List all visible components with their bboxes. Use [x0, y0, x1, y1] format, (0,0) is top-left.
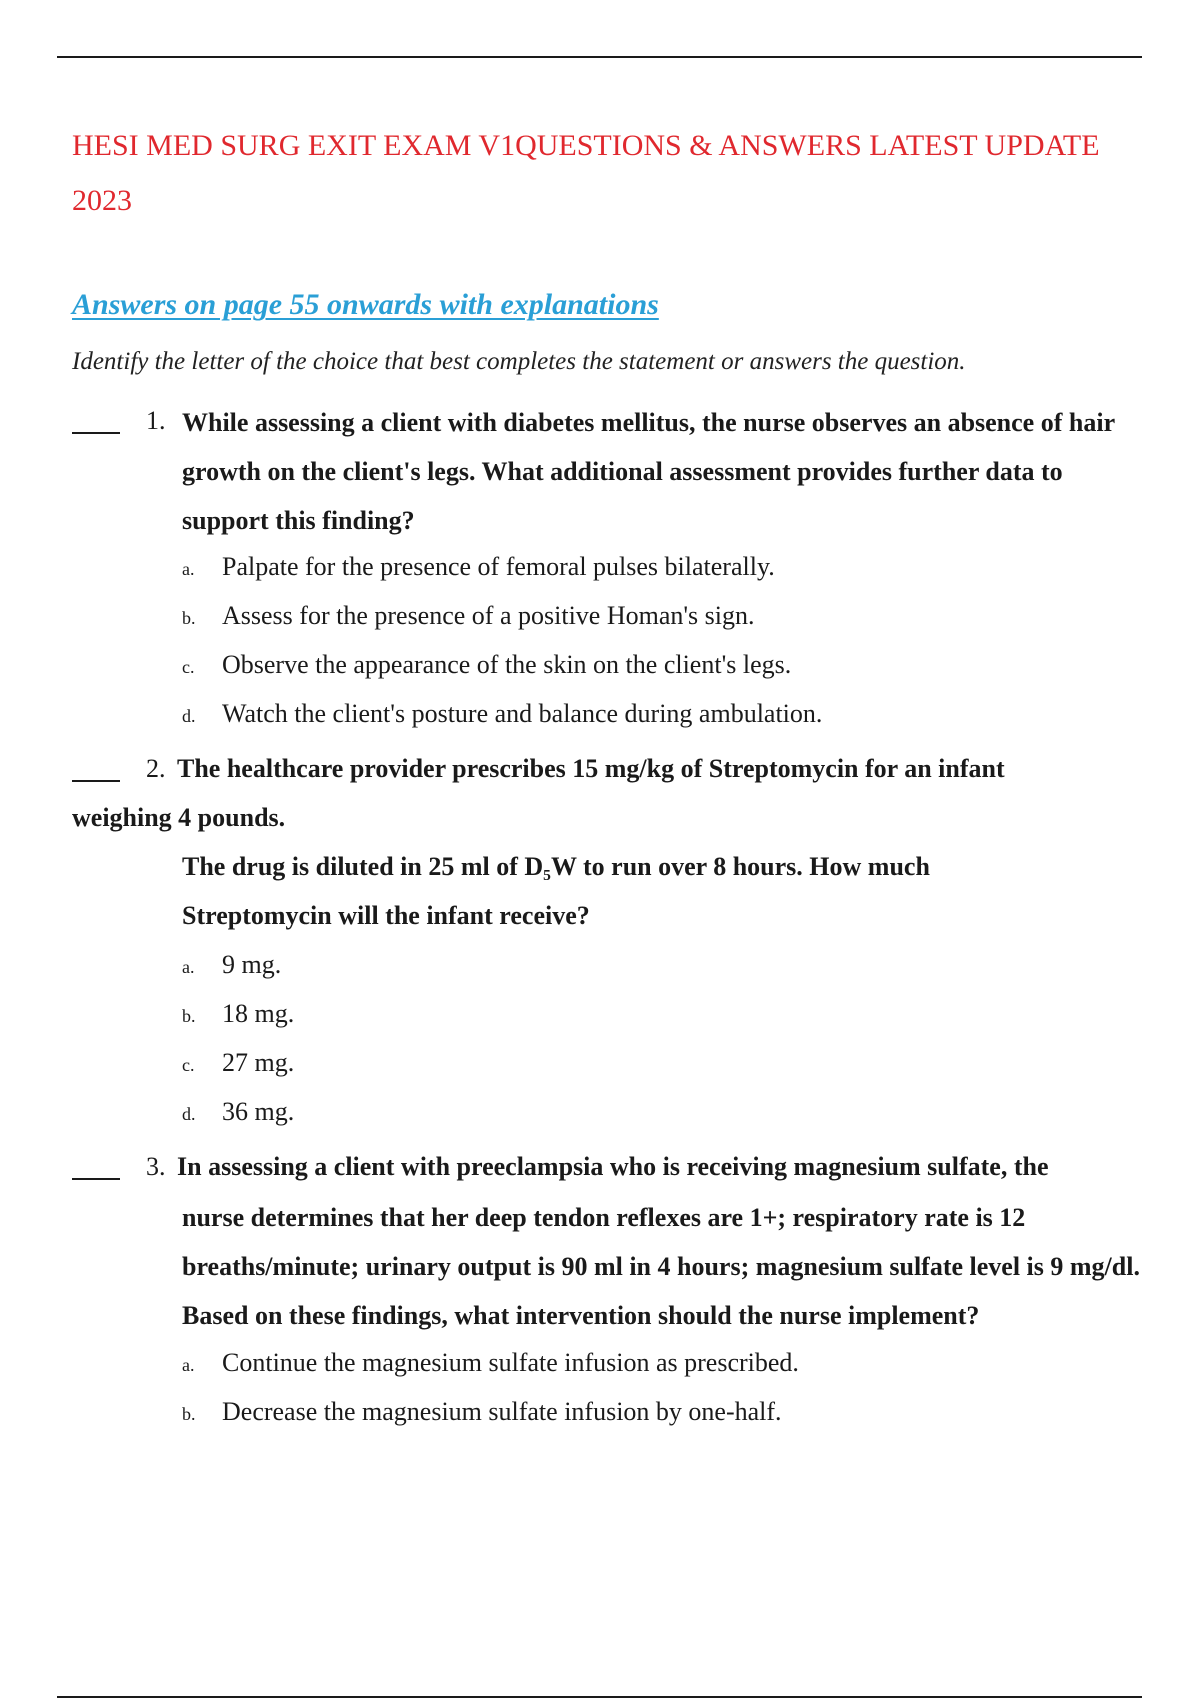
- question-text-rest: nurse determines that her deep tendon reflexes are 1+; respiratory rate is 12 breaths/minute; urinary output is 90 ml in 4 hours; magnesium sulfate level is 9 mg/dl. Based on these findings, what intervention should the nurse implement?: [182, 1203, 1140, 1330]
- question-text-line-1: In assessing a client with preeclampsia who is receiving magnesium sulfate, the: [177, 1152, 1049, 1181]
- question-number: 1.: [146, 406, 166, 435]
- option-letter: b.: [182, 1006, 196, 1026]
- question-text-line-4: Streptomycin will the infant receive?: [182, 901, 590, 930]
- question-text: While assessing a client with diabetes mellitus, the nurse observes an absence of hair growth on the client's legs. What additional assessment provides further data to support this finding?: [182, 408, 1115, 535]
- option-d: [182, 699, 822, 729]
- option-b: [182, 1397, 782, 1427]
- option-text: Continue the magnesium sulfate infusion as prescribed.: [222, 1348, 799, 1377]
- option-text: 9 mg.: [222, 950, 282, 979]
- option-letter: b.: [182, 608, 196, 628]
- option-a: [182, 950, 281, 980]
- option-letter: a.: [182, 559, 195, 579]
- answer-blank[interactable]: [72, 432, 120, 434]
- option-letter: c.: [182, 657, 195, 677]
- option-letter: a.: [182, 1355, 195, 1375]
- option-text: 18 mg.: [222, 999, 295, 1028]
- option-letter: b.: [182, 1404, 196, 1424]
- option-a: [182, 1348, 799, 1378]
- answers-link[interactable]: Answers on page 55 onwards with explanations: [72, 288, 659, 321]
- option-letter: d.: [182, 706, 196, 726]
- top-rule: [57, 56, 1142, 58]
- document-title: HESI MED SURG EXIT EXAM V1QUESTIONS & ANSWERS LATEST UPDATE 2023: [72, 129, 1100, 217]
- answer-blank[interactable]: [72, 1178, 120, 1180]
- question-number: 2.: [146, 754, 166, 783]
- option-text: 36 mg.: [222, 1097, 295, 1126]
- option-text: Decrease the magnesium sulfate infusion by one-half.: [222, 1397, 782, 1426]
- option-a: [182, 552, 775, 582]
- option-c: [182, 650, 791, 680]
- option-text: Watch the client's posture and balance during ambulation.: [222, 699, 823, 728]
- option-letter: c.: [182, 1055, 195, 1075]
- option-b: [182, 601, 755, 631]
- option-b: [182, 999, 294, 1029]
- option-letter: a.: [182, 957, 195, 977]
- option-d: [182, 1097, 294, 1127]
- question-text-line-3: The drug is diluted in 25 ml of D₅W to run over 8 hours. How much: [182, 852, 930, 881]
- bottom-rule: [57, 1696, 1142, 1698]
- option-letter: d.: [182, 1104, 196, 1124]
- instructions: Identify the letter of the choice that best completes the statement or answers the question.: [72, 348, 966, 375]
- option-c: [182, 1048, 294, 1078]
- option-text: Palpate for the presence of femoral pulses bilaterally.: [222, 552, 775, 581]
- option-text: 27 mg.: [222, 1048, 295, 1077]
- option-text: Observe the appearance of the skin on the client's legs.: [222, 650, 792, 679]
- question-text-line-2: weighing 4 pounds.: [72, 803, 286, 832]
- option-text: Assess for the presence of a positive Homan's sign.: [222, 601, 755, 630]
- question-number: 3.: [146, 1152, 166, 1181]
- answer-blank[interactable]: [72, 780, 120, 782]
- question-text-line-1: The healthcare provider prescribes 15 mg/kg of Streptomycin for an infant: [177, 754, 1005, 783]
